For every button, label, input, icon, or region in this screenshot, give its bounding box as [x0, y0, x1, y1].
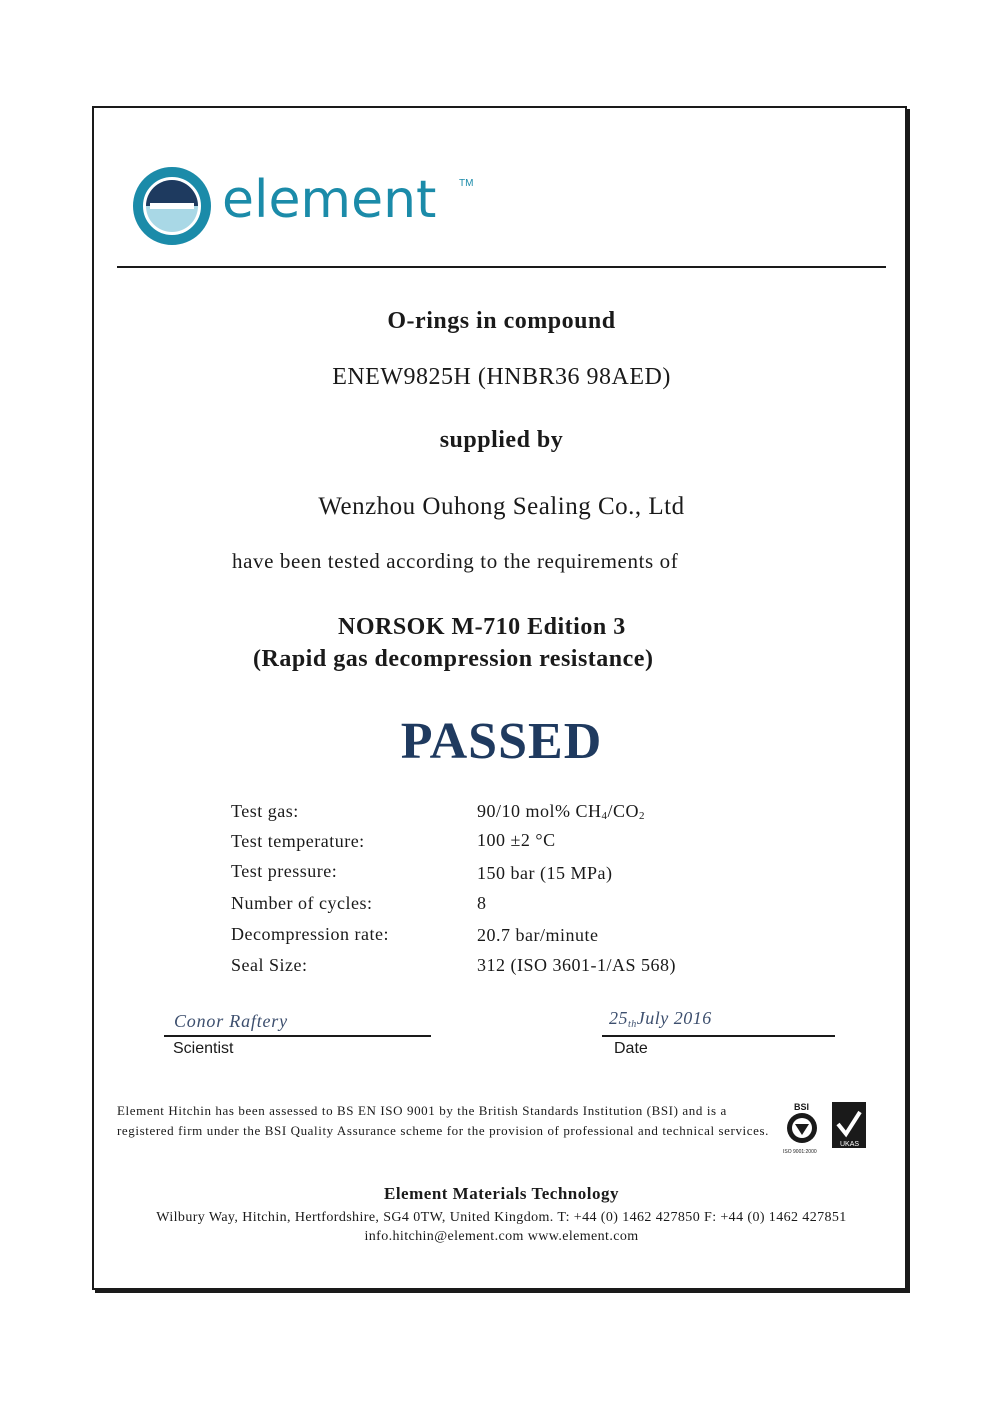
- standard-name: NORSOK M-710 Edition 3: [338, 614, 626, 640]
- badge-bsi-text: BSI: [794, 1102, 810, 1112]
- badge-ukas-text: UKAS: [840, 1141, 860, 1148]
- spec-value-test-temperature: 100 ±2 °C: [477, 830, 556, 850]
- spec-value-test-gas: 90/10 mol% CH4/CO2: [477, 801, 646, 822]
- spec-label-decompression-rate: Decompression rate:: [231, 924, 389, 944]
- badge-iso-text: ISO 9001:2000: [783, 1149, 817, 1155]
- product-title: O-rings in compound: [387, 308, 616, 334]
- supplied-by-label: supplied by: [439, 427, 564, 453]
- spec-label-test-gas: Test gas:: [231, 801, 299, 821]
- result-passed: PASSED: [400, 713, 603, 770]
- logo-wordmark: element: [222, 170, 437, 230]
- spec-value-decompression-rate: 20.7 bar/minute: [477, 925, 599, 945]
- compound-name: ENEW9825H (HNBR36 98AED): [332, 364, 671, 390]
- bsi-ukas-badge-icon: [780, 1100, 870, 1156]
- supplier-name: Wenzhou Ouhong Sealing Co., Ltd: [318, 493, 685, 520]
- signature-date: $25_{th}July$ 2016: [609, 1008, 712, 1030]
- spec-label-seal-size: Seal Size:: [231, 955, 308, 975]
- signature-name: Conor Raftery: [174, 1011, 288, 1031]
- standard-subtitle: (Rapid gas decompression resistance): [253, 646, 654, 672]
- element-logo-icon: [132, 166, 212, 246]
- spec-label-test-temperature: Test temperature:: [231, 831, 365, 851]
- trademark-symbol: TM: [459, 178, 474, 189]
- spec-value-number-of-cycles: 8: [477, 893, 487, 913]
- accreditation-text: Element Hitchin has been assessed to BS EN ISO 9001 by the British Standards Institution (BSI) and is a registered firm under the BSI Quality Assurance scheme for the provision of professional and technical services.: [117, 1103, 770, 1138]
- spec-label-number-of-cycles: Number of cycles:: [231, 893, 373, 913]
- spec-value-seal-size: 312 (ISO 3601-1/AS 568): [477, 955, 676, 975]
- tested-statement: have been tested according to the requirements of: [232, 549, 679, 573]
- scientist-label: Scientist: [173, 1040, 234, 1057]
- header-divider: [117, 266, 886, 268]
- footer-address: Wilbury Way, Hitchin, Hertfordshire, SG4 0TW, United Kingdom. T: +44 (0) 1462 427850 F: +44 (0) 1462 427851: [156, 1210, 847, 1225]
- date-label: Date: [614, 1040, 648, 1057]
- footer-company: Element Materials Technology: [384, 1184, 619, 1203]
- spec-value-test-pressure: 150 bar (15 MPa): [477, 863, 613, 883]
- date-line: [602, 1035, 835, 1037]
- signature-line: [164, 1035, 431, 1037]
- spec-label-test-pressure: Test pressure:: [231, 861, 338, 881]
- footer-contact: info.hitchin@element.com www.element.com: [364, 1229, 639, 1244]
